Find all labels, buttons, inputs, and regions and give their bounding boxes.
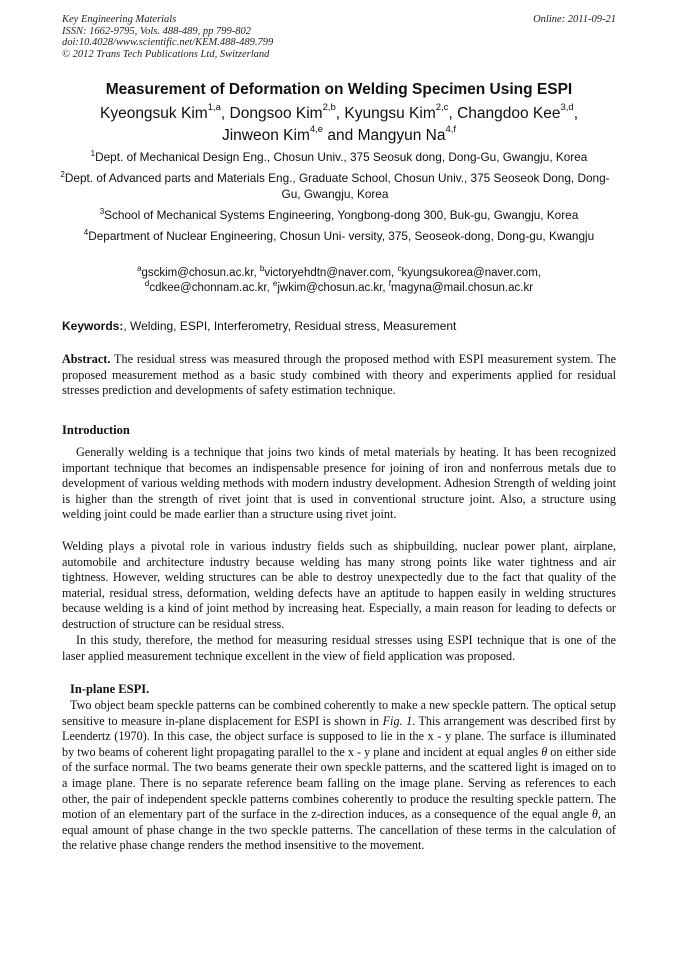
email-link[interactable]: victoryehdtn@naver.com,: [264, 267, 398, 279]
email-link[interactable]: magyna@mail.chosun.ac.kr: [390, 282, 534, 294]
journal-header: [62, 14, 616, 60]
keywords-text: , Welding, ESPI, Interferometry, Residual stress, Measurement: [123, 319, 457, 333]
email-link[interactable]: kyungsukorea@naver.com,: [401, 267, 541, 279]
email-line: $^a$gsckim@chosun.ac.kr, $^b$victoryehdtn@naver.com, $^c$kyungsukorea@naver.com,: [137, 264, 541, 279]
affiliation-4: $^4$Department of Nuclear Engineering, Chosun Uni- versity, 375, Seoseok-dong, Dong-gu, Kwangju: [83, 228, 595, 243]
author: Mangyun Na$^{4,f}$: [357, 124, 457, 144]
section-heading-inplane-espi: In-plane ESPI.: [70, 682, 150, 696]
copyright-line: © 2012 Trans Tech Publications Ltd, Switzerland: [62, 48, 270, 60]
author: Dongsoo Kim$^{2,b}$,: [229, 102, 345, 122]
keywords-label: Keywords:: [62, 319, 124, 333]
author-list: [30, 103, 648, 147]
author: Jinweon Kim$^{4,e}$ and: [221, 124, 358, 144]
inplane-paragraph: Two object beam speckle patterns can be combined coherently to make a new speckle pattern. The optical setup sensitive to measure in-plane displacement for ESPI is shown in Fig. 1. This arrangement was described first by Leendertz (1970). In this case, the object surface is supposed to lie in the x - y plane. The surface is illuminated by two beams of coherent light propagating parallel to the x - y plane and incident at equal angles θ on either side of the surface normal. The two beams generate their own speckle patterns, and the scattered light is imaged on to a image plane. There is no separate reference beam falling on the image plane. Serving as references to each other, the pair of independent speckle patterns combines coherently to produce the resulting speckle pattern. The motion of an elementary part of the surface in the z-direction induces, as a consequence of the equal angle θ, an equal amount of phase change in the two speckle patterns. The cancellation of these terms in the calculation of the relative phase change renders the method insensitive to the movement.: [62, 698, 616, 853]
issn-line: ISSN: 1662-9795, Vols. 488-489, pp 799-802: [62, 25, 251, 37]
affiliation-2: $^2$Dept. of Advanced parts and Materials Eng., Graduate School, Chosun Univ., 375 Seoseok Dong, Dong-Gu, Gwangju, Korea: [60, 170, 610, 201]
figure-reference[interactable]: Fig. 1: [382, 713, 413, 728]
abstract-label: Abstract.: [62, 352, 111, 366]
author: Kyungsu Kim$^{2,c}$,: [344, 102, 458, 122]
section-heading-introduction: Introduction: [62, 423, 130, 437]
email-link[interactable]: gsckim@chosun.ac.kr,: [141, 267, 260, 279]
intro-paragraph-1: Generally welding is a technique that joins two kinds of metal materials by heating. It has been recognized important technique that becomes an indispensable presence for joining of iron and nonferrous metals due to development of various welding methods with modern industry development. Adhesion Strength of welding joint is higher than the strength of rivet joint that is used in conventional structure joint. Also, a structure using welding joint could be made earlier than a structure using rivet joint.: [62, 445, 616, 522]
online-date: Online: 2011-09-21: [533, 14, 616, 25]
intro-paragraph-3: In this study, therefore, the method for measuring residual stresses using ESPI technique that is one of the laser applied measurement technique excellent in the view of field application was proposed.: [62, 633, 616, 663]
affiliation-1: $^1$Dept. of Mechanical Design Eng., Chosun Univ., 375 Seosuk dong, Dong-Gu, Gwangju, Korea: [90, 149, 588, 164]
author-emails: [60, 266, 618, 296]
affiliation-3: $^3$School of Mechanical Systems Engineering, Yongbong-dong 300, Buk-gu, Gwangju, Korea: [99, 207, 579, 222]
author: Changdoo Kee$^{3,d}$,: [457, 102, 579, 122]
abstract-text: The residual stress was measured through the proposed method with ESPI measurement system. The proposed measurement method as a basic study combined with theory and experiments applied for residual stresses prediction and developments of safety estimation technique.: [62, 352, 616, 398]
intro-paragraph-2: Welding plays a pivotal role in various industry fields such as shipbuilding, nuclear power plant, airplane, automobile and architecture industry because welding has many strong points like water tightness and air tightness. However, welding structures can be able to destroy unexpectedly due to the fact that quality of the material, residual stress, deformation, welding defects have an aptitude to happen easily in welding structures because welding is a kind of joint method by increasing heat. Especially, a main reason for leading to defects or destruction of structure can be residual stress.: [62, 539, 616, 631]
email-link[interactable]: cdkee@chonnam.ac.kr,: [149, 282, 273, 294]
doi-line: doi:10.4028/www.scientific.net/KEM.488-489.799: [62, 37, 274, 48]
paper-title: Measurement of Deformation on Welding Specimen Using ESPI: [105, 81, 573, 98]
journal-name: Key Engineering Materials: [62, 14, 177, 25]
author: Kyeongsuk Kim$^{1,a}$,: [99, 102, 230, 122]
abstract: [62, 352, 616, 399]
keywords: [62, 319, 618, 334]
email-link[interactable]: jwkim@chosun.ac.kr,: [277, 282, 389, 294]
email-line: $^d$cdkee@chonnam.ac.kr, $^e$jwkim@chosun.ac.kr, $^f$magyna@mail.chosun.ac.kr: [144, 279, 534, 294]
